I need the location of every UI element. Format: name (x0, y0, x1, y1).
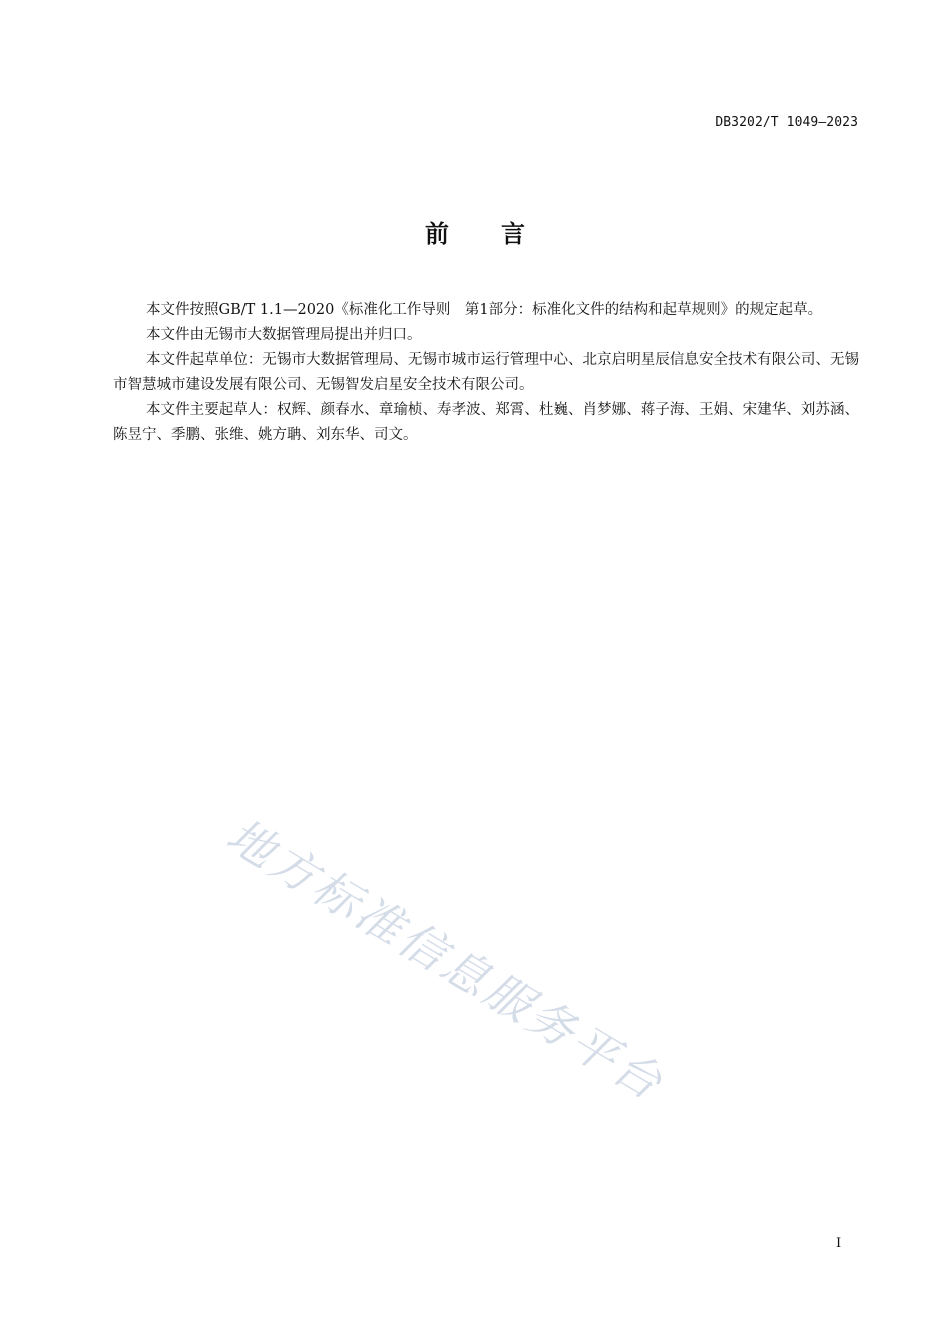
foreword-body (113, 298, 859, 448)
title-char-1: 前 (425, 220, 449, 248)
paragraph-drafting-units: 本文件起草单位：无锡市大数据管理局、无锡市城市运行管理中心、北京启明星辰信息安全技术有限公司、无锡市智慧城市建设发展有限公司、无锡智发启星安全技术有限公司。 (113, 352, 859, 393)
document-number: DB3202/T 1049—2023 (715, 115, 858, 130)
page-title (0, 214, 950, 249)
paragraph-proposer: 本文件由无锡市大数据管理局提出并归口。 (146, 327, 422, 343)
page-number: I (836, 1236, 842, 1251)
paragraph-drafting-rules: 本文件按照GB/T 1.1—2020《标准化工作导则 第1部分：标准化文件的结构和起草规则》的规定起草。 (146, 302, 823, 318)
title-char-2: 言 (501, 220, 525, 248)
watermark: 地方标准信息服务平台 (217, 807, 674, 1112)
paragraph-drafters: 本文件主要起草人：权辉、颜春水、章瑜桢、寿孝波、郑霄、杜巍、肖梦娜、蒋子海、王娟、宋建华、刘苏涵、陈昱宁、季鹏、张维、姚方聃、刘东华、司文。 (113, 402, 859, 443)
